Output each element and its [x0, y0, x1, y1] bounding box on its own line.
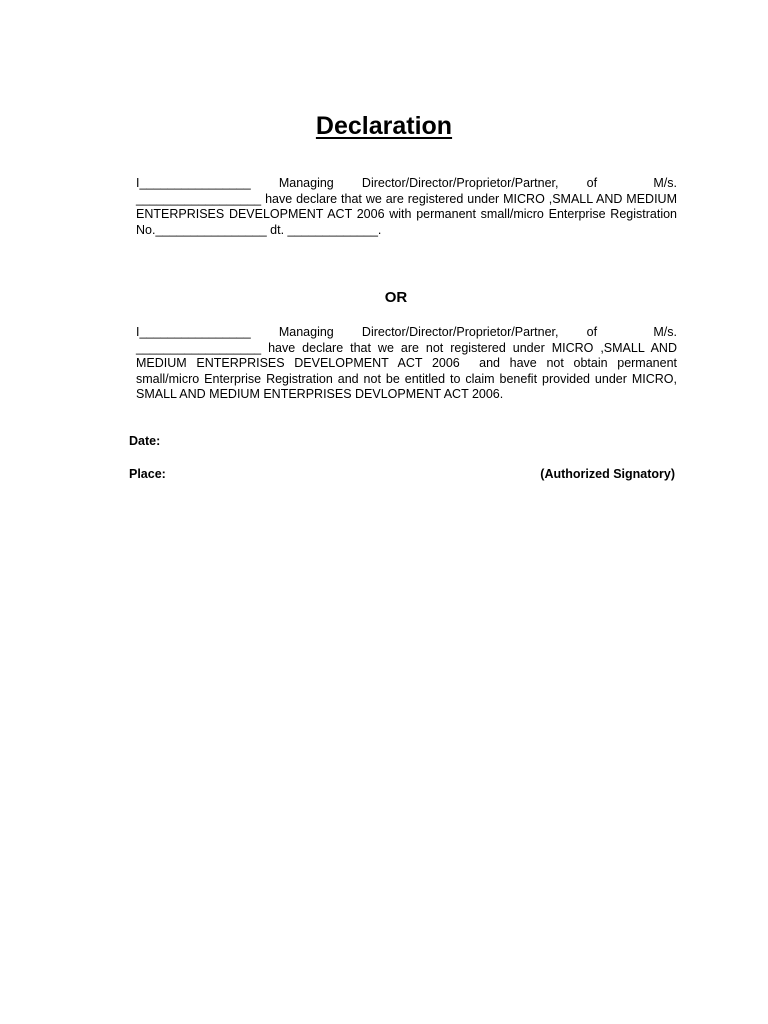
declaration-registered-paragraph	[136, 176, 681, 238]
date-label: Date:	[129, 434, 161, 448]
declaration-not-registered-text: I________________ Managing Director/Director/Proprietor/Partner, of M/s. __________________ have declare that we are not registered under MICRO ,SMALL AND MEDIUM ENTERPRISES DEVELOPMENT ACT 2006 and have not obtain permanent small/micro Enterprise Registration and not be entitled to claim benefit provided under MICRO, SMALL AND MEDIUM ENTERPRISES DEVLOPMENT ACT 2006.	[136, 325, 681, 401]
page-title: Declaration	[315, 112, 453, 140]
declaration-not-registered-paragraph	[136, 325, 681, 403]
or-separator: OR	[384, 289, 408, 306]
authorized-signatory-label: (Authorized Signatory)	[540, 467, 675, 481]
declaration-registered-text: I________________ Managing Director/Director/Proprietor/Partner, of M/s. __________________ have declare that we are registered under MICRO ,SMALL AND MEDIUM ENTERPRISES DEVELOPMENT ACT 2006 with permanent small/micro Enterprise Registration No.________________ dt. _____________.	[136, 176, 681, 237]
place-label: Place:	[129, 467, 166, 481]
